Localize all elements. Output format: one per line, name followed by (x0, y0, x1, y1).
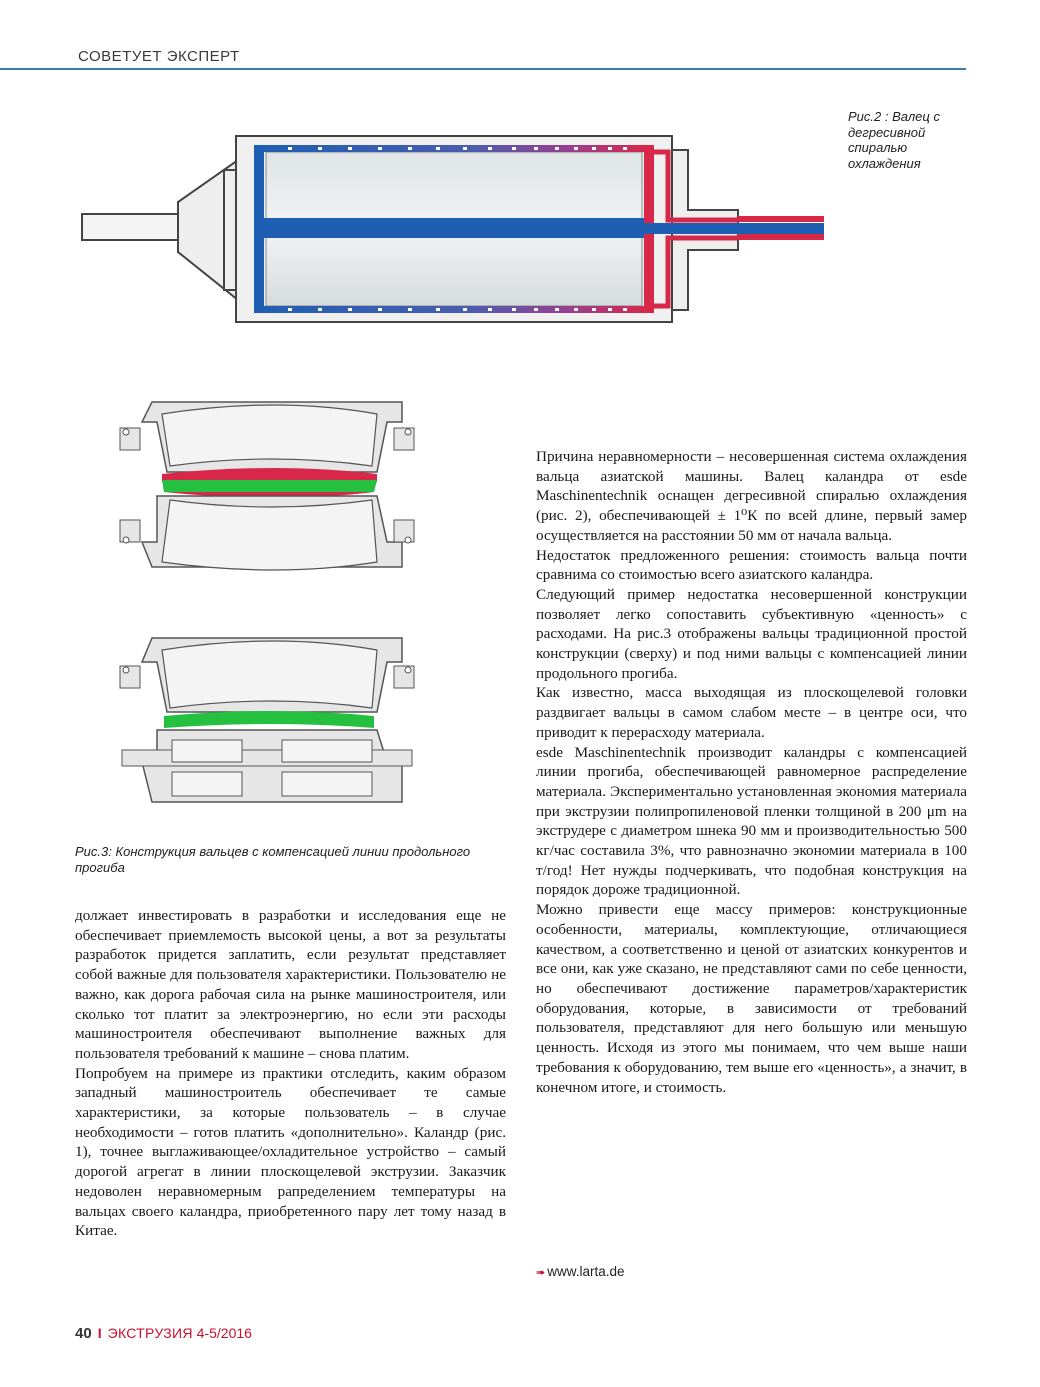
paragraph: Попробуем на примере из практики отследить, каким образом западный машиностроитель обеспечивает те самые характеристики, за которые пользователь – в случае необходимости – готов платить «дополнительно». Каландр (рис. 1), точнее выглаживающее/охладительное устройство – самый дорогой агрегат в линии плоскощелевой экструзии. Заказчик недоволен неравномерным рапределением температуры на вальцах своего каландра, приобретенного пару лет тому назад в Китае. (75, 1064, 506, 1240)
figure-3-traditional-rolls (112, 392, 422, 602)
paragraph: Можно привести еще массу примеров: конструкционные особенности, материалы, комплектующие, отличающиеся качеством, а соответственно и ценой от азиатских конкурентов и все они, как уже сказано, не представляют сами по себе ценности, но обеспечивают достижение параметров/характеристик оборудования, которые, в зависимости от требований пользователя, представляют для него большую или меньшую ценность. Исходя из этого мы понимаем, что чем выше наши требования к оборудованию, тем выше его «ценность», а значит, в конечном итоге, и стоимость. (536, 901, 967, 1096)
paragraph: esde Maschinentechnik производит каландры с компенсацией линии прогиба, обеспечивающей равномерное распределение материала. Экспериментально установленная экономия материала при экструзии полипропиленовой пленки толщиной в 200 μm на экструдере с диаметром шнека 90 мм и производительностью 500 кг/час составила 3%, что равнозначно экономии материала в 100 т/год! Нет нужды подчеркивать, что подобная конструкция на порядок дороже традиционной. (536, 743, 967, 899)
roll-shaft-left (82, 214, 182, 240)
paragraph: Как известно, масса выходящая из плоскощелевой головки раздвигает вальцы в самом слабом месте – в центре оси, что приводит к перерасходу материала. (536, 684, 967, 741)
cooling-center-pipe (264, 218, 644, 238)
comp-lower-inner-bottom-right (282, 772, 372, 796)
page-footer (75, 1325, 252, 1342)
section-title: СОВЕТУЕТ ЭКСПЕРТ (78, 48, 240, 65)
page-number: 40 (75, 1325, 92, 1342)
comp-upper-roll-body (162, 641, 377, 708)
film-green (162, 480, 377, 492)
paragraph: Недостаток предложенного решения: стоимость вальца почти сравнима со стоимостью всего азиатского каландра. (536, 546, 967, 584)
left-article-column (75, 906, 506, 1241)
cooling-spiral-top (254, 145, 648, 152)
header-divider (0, 68, 966, 70)
comp-lower-inner-left (172, 740, 242, 762)
cooling-channel-left (254, 145, 264, 313)
figure-3-caption: Рис.3: Конструкция вальцев с компенсацией линии продольного прогиба (75, 844, 471, 875)
footer-separator: I (97, 1325, 102, 1341)
paragraph: должает инвестировать в разработки и исследования еще не обеспечивает приемлемость высокой цены, а вот за результаты разработок придется заплатить, если результат представляет собой важные для пользователя характеристики. Пользователю не важно, как дорога рабочая сила на рынке машиностроителя, или сколько тот платит за электроэнергию, но если эти расходы машиностроителя обеспечивают выполнение важных для пользователя требований к машине – снова платим. (75, 907, 506, 1062)
comp-lower-inner-bottom-left (172, 772, 242, 796)
comp-lower-inner-right (282, 740, 372, 762)
cooling-spiral-bottom (254, 306, 648, 313)
issue-number: 4-5/2016 (196, 1325, 252, 1341)
arrow-icon: ➠ (536, 1267, 546, 1279)
magazine-name: ЭКСТРУЗИЯ (107, 1325, 193, 1341)
comp-film-green (164, 711, 374, 728)
right-article-column (536, 447, 967, 1097)
outlet-pipe-blue (644, 223, 824, 234)
figure-2-caption: Рис.2 : Валец с дегресивной спиралью охлаждения (848, 109, 940, 171)
outlet-pipe-red (738, 216, 824, 222)
paragraph: Следующий пример недостатка несовершенной конструкции позволяет легко сопоставить субъективную «ценность» с расходами. На рис.3 отображены вальцы традиционной простой конструкции (сверху) и под ними вальцы с компенсацией линии продольного прогиба. (536, 585, 967, 682)
outlet-pipe-red-lower (738, 234, 824, 240)
figure-3-compensated-rolls (112, 632, 422, 812)
upper-roll-body (162, 405, 377, 466)
website-url[interactable]: www.larta.de (547, 1264, 625, 1279)
lower-roll-body (162, 500, 377, 570)
website-link[interactable] (536, 1264, 625, 1279)
figure-2-roll-diagram (78, 130, 828, 330)
paragraph: Причина неравномерности – несовершенная система охлаждения вальца азиатской машины. Валец каландра от esde Maschinentechnik оснащен дегресивной спиралью охлаждения (рис. 2), обеспечивающей ± 1⁰К по всей длине, первый замер осуществляется на расстоянии 50 мм от начала вальца. (536, 448, 967, 544)
